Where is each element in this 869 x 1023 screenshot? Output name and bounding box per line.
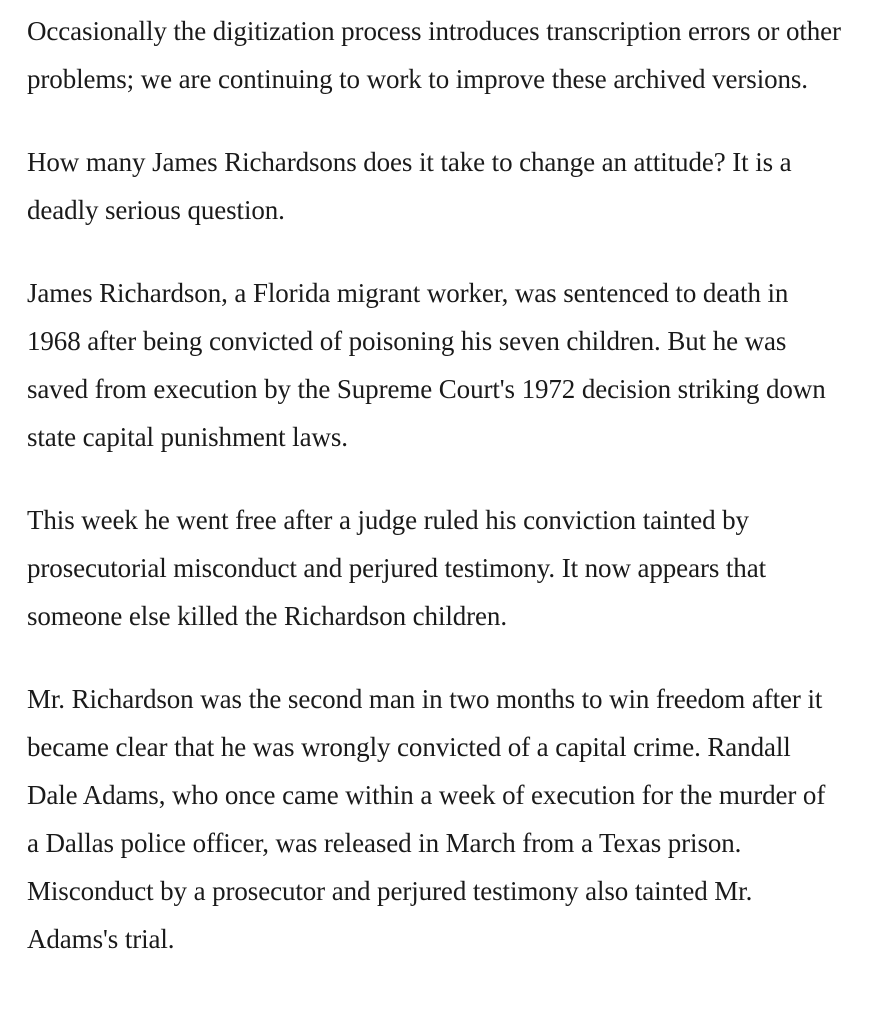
article-paragraph: Mr. Richardson was the second man in two months to win freedom after it became clear that he was wrongly convicted of a capital crime. Randall Dale Adams, who once came within a week of execution for the murder of a Dallas police officer, was released in March from a Texas prison. Misconduct by a prosecutor and perjured testimony also tainted Mr. Adams's trial.: [27, 684, 826, 954]
article-paragraph: This week he went free after a judge ruled his conviction tainted by prosecutorial misconduct and perjured testimony. It now appears that someone else killed the Richardson children.: [27, 505, 766, 631]
archive-notice-paragraph: Occasionally the digitization process introduces transcription errors or other problems; we are continuing to work to improve these archived versions.: [27, 16, 841, 94]
article-paragraph: James Richardson, a Florida migrant worker, was sentenced to death in 1968 after being convicted of poisoning his seven children. But he was saved from execution by the Supreme Court's 1972 decision striking down state capital punishment laws.: [27, 278, 826, 452]
article-paragraph: How many James Richardsons does it take to change an attitude? It is a deadly serious question.: [27, 147, 792, 225]
article-body: [27, 7, 842, 963]
